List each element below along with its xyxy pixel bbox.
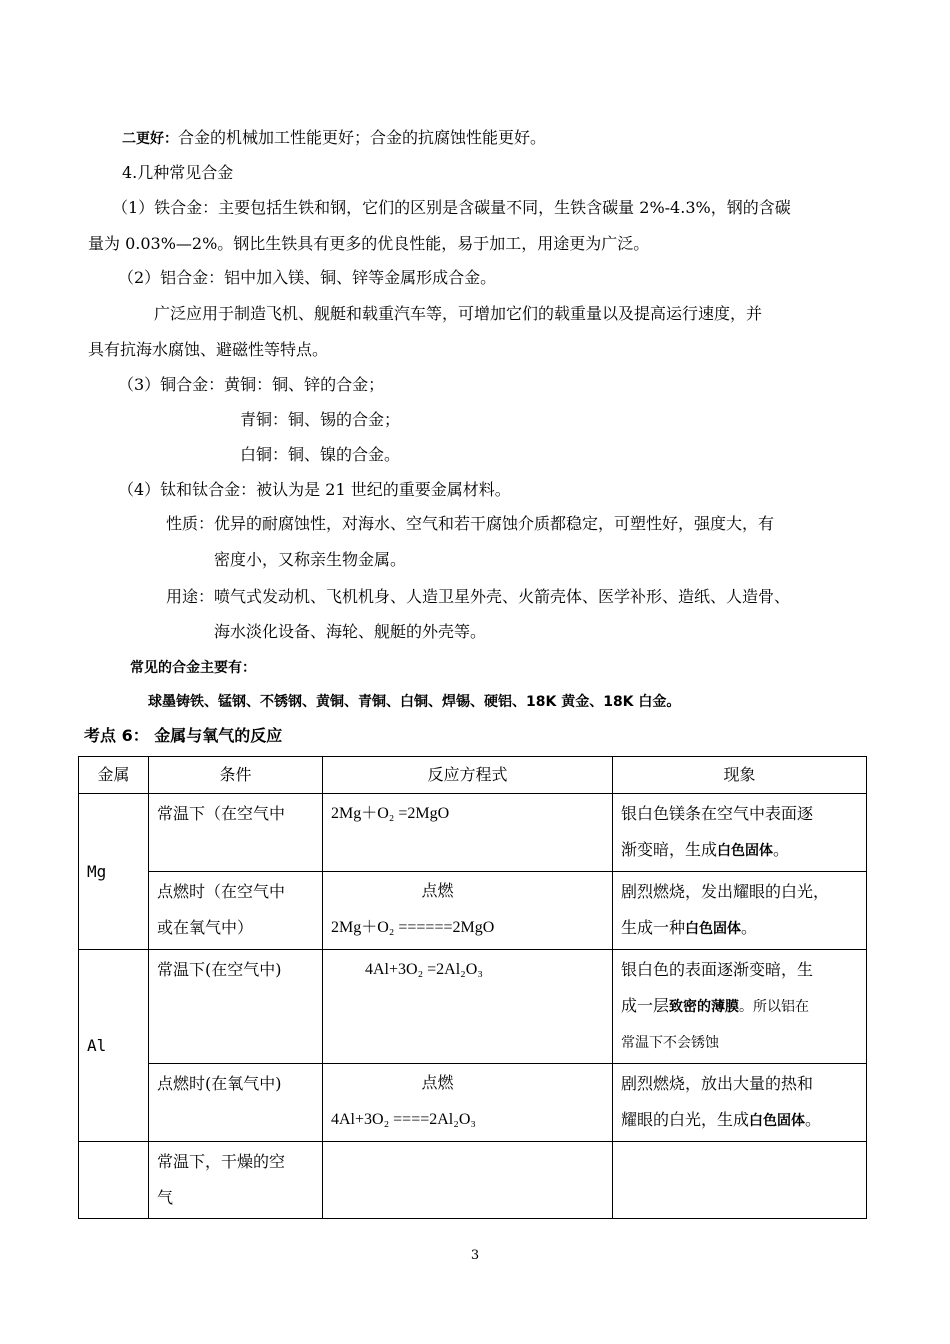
phenomenon-line: 剧烈燃烧，放出大量的热和 [621,1074,814,1093]
phenomenon-emphasis: 白色固体 [749,1113,806,1129]
bronze: 青铜：铜、锡的合金； [240,410,401,429]
table-row [79,872,867,950]
phenomenon-line: 剧烈燃烧，发出耀眼的白光， [621,882,830,901]
phenomenon-text: 。 [805,1110,822,1129]
aluminum-use-line1: 广泛应用于制造飞机、舰艇和载重汽车等，可增加它们的载重量以及提高运行速度，并 [154,304,763,323]
equation-cell-empty [323,1142,613,1219]
metal-al: Al [79,950,149,1142]
metal-mg: Mg [79,794,149,950]
table-row [79,1064,867,1142]
condition-cell: 常温下（在空气中 [149,794,323,872]
phenomenon-emphasis: 白色固体 [685,921,742,937]
condition-cell: 常温下(在空气中) [149,950,323,1064]
condition-line: 常温下，干燥的空 [157,1152,286,1171]
phenomenon-text: 耀眼的白光，生成 [621,1110,750,1129]
phenomenon-line [621,988,858,1025]
phenomenon-line: 银白色的表面逐渐变暗，生 [621,960,814,979]
metal-cell-empty [79,1142,149,1219]
phenomenon-text: 。所以铝在 [739,999,810,1015]
titanium-use-line2: 海水淡化设备、海轮、舰艇的外壳等。 [214,622,487,641]
condition-line: 或在氧气中） [157,918,254,937]
phenomenon-cell [613,1064,867,1142]
white-copper: 白铜：铜、镍的合金。 [240,445,401,464]
equation-condition: 点燃 [421,883,454,900]
metal-oxygen-table [78,756,867,1219]
equation-cell: 4Al+3O₂ =2Al₂O₃ [323,950,613,1064]
phenomenon-text: 。 [773,840,790,859]
phenomenon-line [621,910,858,947]
common-alloys-label: 常见的合金主要有： [130,660,256,676]
condition-cell: 点燃时(在氧气中) [149,1064,323,1142]
phenomenon-text: 成一层 [621,996,670,1015]
phenomenon-line [621,832,858,869]
phenomenon-line: 银白色镁条在空气中表面逐 [621,804,814,823]
equation-text: 2Mg＋O₂ ======2MgO [331,919,495,936]
paragraph-advantages [122,128,546,149]
equation-text: 4Al+3O₂ ====2Al₂O₃ [331,1111,476,1128]
titanium-alloy: （4）钛和钛合金：被认为是 21 世纪的重要金属材料。 [118,480,511,499]
header-condition: 条件 [149,757,323,794]
page-number: 3 [470,1248,480,1263]
table-row [79,1142,867,1219]
phenomenon-cell [613,950,867,1064]
table-header-row [79,757,867,794]
phenomenon-text: 。 [741,918,758,937]
phenomenon-cell [613,794,867,872]
titanium-use-line1: 用途：喷气式发动机、飞机机身、人造卫星外壳、火箭壳体、医学补形、造纸、人造骨、 [166,587,791,606]
equation-cell: 2Mg＋O₂ =2MgO [323,794,613,872]
aluminum-alloy: （2）铝合金：铝中加入镁、铜、锌等金属形成合金。 [118,268,497,287]
iron-alloy-line2: 量为 0.03%—2%。钢比生铁具有更多的优良性能，易于加工，用途更为广泛。 [88,234,650,253]
phenomenon-text: 渐变暗，生成 [621,840,718,859]
condition-cell [149,872,323,950]
table-row [79,950,867,1064]
phenomenon-cell [613,872,867,950]
phenomenon-cell-empty [613,1142,867,1219]
common-alloys-list: 球墨铸铁、锰钢、不锈钢、黄铜、青铜、白铜、焊锡、硬铝、18K 黄金、18K 白金。 [148,694,681,710]
condition-cell [149,1142,323,1219]
advantages-lead: 二更好： [122,131,178,147]
phenomenon-line [621,1102,858,1139]
phenomenon-emphasis: 白色固体 [717,843,774,859]
phenomenon-text: 生成一种 [621,918,686,937]
table-row [79,794,867,872]
header-metal: 金属 [79,757,149,794]
copper-alloy: （3）铜合金：黄铜：铜、锌的合金； [118,375,385,394]
iron-alloy-line1: （1）铁合金：主要包括生铁和钢，它们的区别是含碳量不同，生铁含碳量 2%-4.3%，钢的含碳 [112,198,791,217]
section-common-alloys: 4.几种常见合金 [122,163,234,182]
aluminum-use-line2: 具有抗海水腐蚀、避磁性等特点。 [88,340,329,359]
header-equation: 反应方程式 [323,757,613,794]
titanium-property-line2: 密度小，又称亲生物金属。 [214,550,407,569]
section-heading-oxygen: 考点 6： 金属与氧气的反应 [84,726,283,745]
equation-cell [323,872,613,950]
phenomenon-emphasis: 致密的薄膜 [669,999,740,1015]
header-phenomenon: 现象 [613,757,867,794]
condition-line: 点燃时（在空气中 [157,882,286,901]
phenomenon-line: 常温下不会锈蚀 [621,1035,719,1051]
condition-line: 气 [157,1188,174,1207]
titanium-property-line1: 性质：优异的耐腐蚀性，对海水、空气和若干腐蚀介质都稳定，可塑性好，强度大，有 [166,514,775,533]
equation-condition: 点燃 [421,1075,454,1092]
equation-cell [323,1064,613,1142]
advantages-text: 合金的机械加工性能更好；合金的抗腐蚀性能更好。 [178,128,547,147]
